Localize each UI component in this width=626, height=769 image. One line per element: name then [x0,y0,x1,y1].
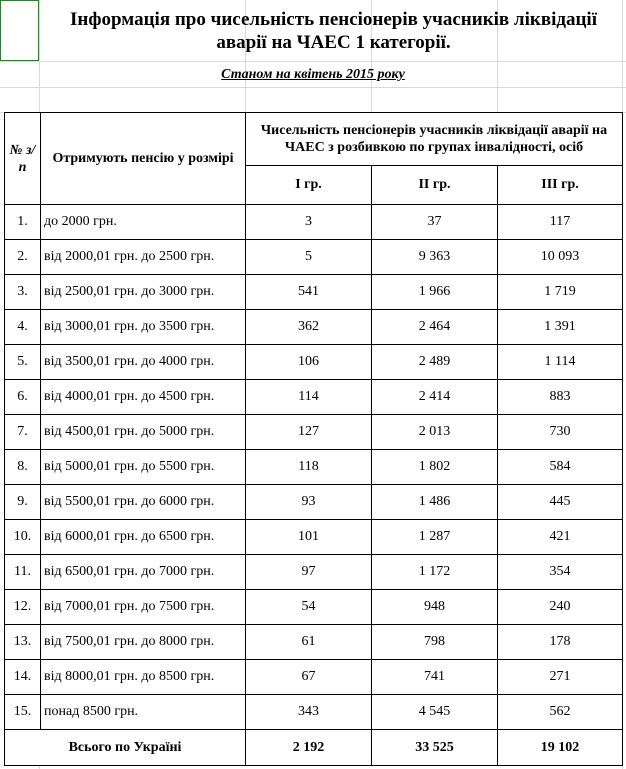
table-row [5,660,623,695]
row-number: 15. [5,695,41,730]
selected-cell[interactable] [0,0,39,61]
table-row [5,415,623,450]
row-number: 11. [5,555,41,590]
row-group-3: 1 719 [498,275,623,310]
row-group-3: 421 [498,520,623,555]
header-row [5,113,623,166]
row-number: 10. [5,520,41,555]
row-group-2: 2 013 [372,415,498,450]
total-group-3: 19 102 [498,730,623,766]
table-row [5,555,623,590]
row-group-2: 1 486 [372,485,498,520]
table-row [5,520,623,555]
row-number: 8. [5,450,41,485]
row-group-3: 584 [498,450,623,485]
row-group-2: 9 363 [372,240,498,275]
col-number-header: № з/п [5,113,41,205]
row-range: від 8000,01 грн. до 8500 грн. [41,660,246,695]
row-group-1: 3 [246,205,372,240]
row-number: 13. [5,625,41,660]
row-group-2: 2 414 [372,380,498,415]
group-2-header: ІІ гр. [372,166,498,205]
total-group-1: 2 192 [246,730,372,766]
table-row [5,205,623,240]
row-number: 9. [5,485,41,520]
table-row [5,240,623,275]
row-group-3: 883 [498,380,623,415]
date-note: Станом на квітень 2015 року [221,67,405,82]
row-group-1: 67 [246,660,372,695]
row-range: від 2000,01 грн. до 2500 грн. [41,240,246,275]
col-range-header: Отримують пенсію у розмірі [41,113,246,205]
row-group-1: 97 [246,555,372,590]
table-row [5,590,623,625]
row-range: від 4500,01 грн. до 5000 грн. [41,415,246,450]
row-group-2: 798 [372,625,498,660]
row-group-2: 1 287 [372,520,498,555]
row-range: від 2500,01 грн. до 3000 грн. [41,275,246,310]
row-group-1: 541 [246,275,372,310]
total-label: Всього по Україні [5,730,246,766]
row-range: від 7500,01 грн. до 8000 грн. [41,625,246,660]
row-group-3: 1 391 [498,310,623,345]
row-group-3: 445 [498,485,623,520]
row-range: від 7000,01 грн. до 7500 грн. [41,590,246,625]
table-row [5,380,623,415]
group-3-header: ІІІ гр. [498,166,623,205]
total-group-2: 33 525 [372,730,498,766]
row-group-2: 1 966 [372,275,498,310]
row-group-1: 54 [246,590,372,625]
document-title [41,0,626,61]
row-number: 14. [5,660,41,695]
row-number: 5. [5,345,41,380]
row-group-3: 730 [498,415,623,450]
row-group-2: 4 545 [372,695,498,730]
row-group-3: 178 [498,625,623,660]
row-group-2: 1 172 [372,555,498,590]
row-number: 1. [5,205,41,240]
col-group-header: Чисельність пенсіонерів учасників ліквідації аварії на ЧАЕС з розбивкою по групах інвалідності, осіб [246,113,623,166]
row-group-3: 354 [498,555,623,590]
table-row [5,310,623,345]
row-range: від 3000,01 грн. до 3500 грн. [41,310,246,345]
row-group-3: 562 [498,695,623,730]
row-group-3: 1 114 [498,345,623,380]
row-range: від 6500,01 грн. до 7000 грн. [41,555,246,590]
row-group-1: 343 [246,695,372,730]
row-range: від 3500,01 грн. до 4000 грн. [41,345,246,380]
row-group-3: 271 [498,660,623,695]
row-group-1: 5 [246,240,372,275]
title-text: Інформація про чисельність пенсіонерів учасників ліквідації аварії на ЧАЕС 1 категорії. [70,8,597,53]
row-group-2: 2 489 [372,345,498,380]
row-range: до 2000 грн. [41,205,246,240]
table-row [5,625,623,660]
pensioners-table [4,112,623,766]
table-row [5,345,623,380]
row-group-2: 948 [372,590,498,625]
row-group-2: 2 464 [372,310,498,345]
row-range: від 4000,01 грн. до 4500 грн. [41,380,246,415]
row-group-1: 127 [246,415,372,450]
row-range: від 6000,01 грн. до 6500 грн. [41,520,246,555]
grid-line [0,87,626,88]
row-group-1: 61 [246,625,372,660]
grid-line [0,61,626,62]
row-group-3: 117 [498,205,623,240]
row-number: 7. [5,415,41,450]
total-row [5,730,623,766]
row-group-1: 106 [246,345,372,380]
row-number: 4. [5,310,41,345]
row-group-1: 118 [246,450,372,485]
row-group-3: 240 [498,590,623,625]
row-group-1: 114 [246,380,372,415]
row-group-3: 10 093 [498,240,623,275]
row-group-2: 741 [372,660,498,695]
row-group-2: 1 802 [372,450,498,485]
row-range: понад 8500 грн. [41,695,246,730]
row-number: 6. [5,380,41,415]
row-number: 12. [5,590,41,625]
table-row [5,275,623,310]
row-group-1: 101 [246,520,372,555]
row-number: 2. [5,240,41,275]
row-group-1: 93 [246,485,372,520]
table-row [5,485,623,520]
table-row [5,695,623,730]
row-range: від 5500,01 грн. до 6000 грн. [41,485,246,520]
row-range: від 5000,01 грн. до 5500 грн. [41,450,246,485]
row-group-1: 362 [246,310,372,345]
table-row [5,450,623,485]
group-1-header: І гр. [246,166,372,205]
row-number: 3. [5,275,41,310]
row-group-2: 37 [372,205,498,240]
